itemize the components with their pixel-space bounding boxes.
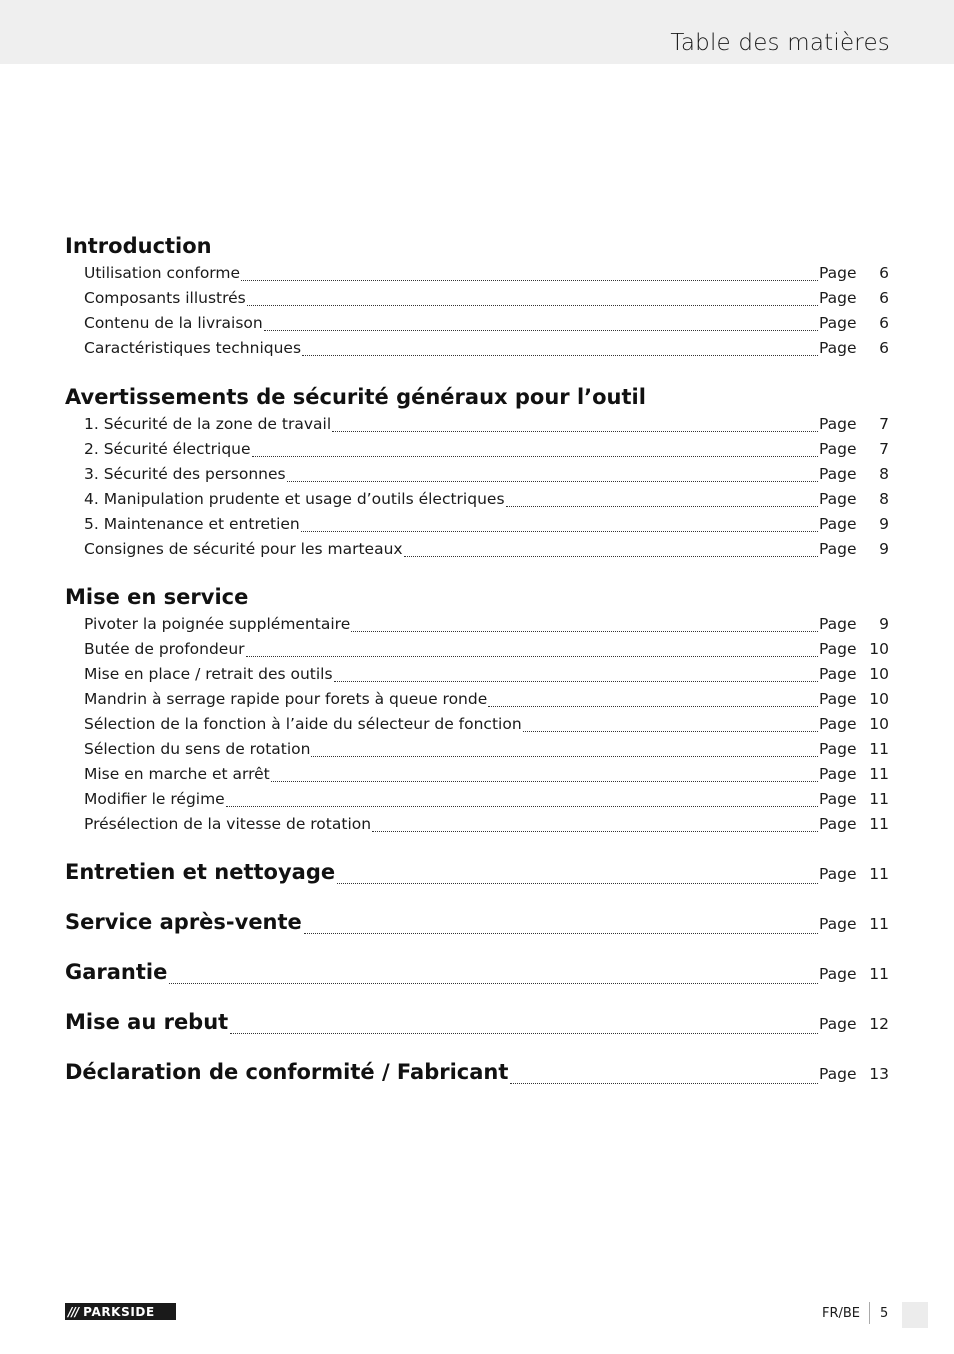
section-title-safety: Avertissements de sécurité généraux pour l’outil bbox=[65, 385, 646, 409]
toc-entry[interactable]: Présélection de la vitesse de rotation Page 11 bbox=[84, 815, 889, 833]
toc-main-entry[interactable]: Entretien et nettoyage Page 11 bbox=[65, 860, 889, 884]
parkside-logo bbox=[65, 1303, 176, 1320]
toc-entry[interactable]: Contenu de la livraison Page 6 bbox=[84, 314, 889, 332]
page-title: Table des matières bbox=[670, 30, 890, 56]
footer-divider bbox=[869, 1302, 870, 1324]
footer-language: FR/BE bbox=[822, 1306, 861, 1321]
logo-stripes: /// bbox=[68, 1304, 79, 1319]
footer-page-number: 5 bbox=[880, 1306, 889, 1321]
toc-entry[interactable]: Modifier le régime Page 11 bbox=[84, 790, 889, 808]
toc-main-entry[interactable]: Mise au rebut Page 12 bbox=[65, 1010, 889, 1034]
toc-entry[interactable]: Pivoter la poignée supplémentaire Page 9 bbox=[84, 615, 889, 633]
toc-entry[interactable]: 1. Sécurité de la zone de travail Page 7 bbox=[84, 415, 889, 433]
toc-entry[interactable]: 3. Sécurité des personnes Page 8 bbox=[84, 465, 889, 483]
toc-main-entry[interactable]: Déclaration de conformité / Fabricant Page 13 bbox=[65, 1060, 889, 1084]
section-title-introduction: Introduction bbox=[65, 234, 212, 258]
toc-entry[interactable]: Butée de profondeur Page 10 bbox=[84, 640, 889, 658]
toc-entry[interactable]: Mandrin à serrage rapide pour forets à queue ronde Page 10 bbox=[84, 690, 889, 708]
toc-main-entry[interactable]: Garantie Page 11 bbox=[65, 960, 889, 984]
toc-entry[interactable]: 2. Sécurité électrique Page 7 bbox=[84, 440, 889, 458]
toc-entry[interactable]: 5. Maintenance et entretien Page 9 bbox=[84, 515, 889, 533]
toc-entry[interactable]: Mise en place / retrait des outils Page 10 bbox=[84, 665, 889, 683]
toc-entry[interactable]: Sélection de la fonction à l’aide du sélecteur de fonction Page 10 bbox=[84, 715, 889, 733]
toc-entry[interactable]: 4. Manipulation prudente et usage d’outils électriques Page 8 bbox=[84, 490, 889, 508]
toc-entry[interactable]: Consignes de sécurité pour les marteaux Page 9 bbox=[84, 540, 889, 558]
footer-tab-marker bbox=[902, 1302, 928, 1328]
toc-entry[interactable]: Utilisation conforme Page 6 bbox=[84, 264, 889, 282]
toc-entry[interactable]: Composants illustrés Page 6 bbox=[84, 289, 889, 307]
toc-entry[interactable]: Mise en marche et arrêt Page 11 bbox=[84, 765, 889, 783]
logo-brand: PARKSIDE bbox=[83, 1304, 155, 1319]
toc-entry[interactable]: Sélection du sens de rotation Page 11 bbox=[84, 740, 889, 758]
toc-entry[interactable]: Caractéristiques techniques Page 6 bbox=[84, 339, 889, 357]
toc-main-entry[interactable]: Service après-vente Page 11 bbox=[65, 910, 889, 934]
section-title-mise-en-service: Mise en service bbox=[65, 585, 249, 609]
